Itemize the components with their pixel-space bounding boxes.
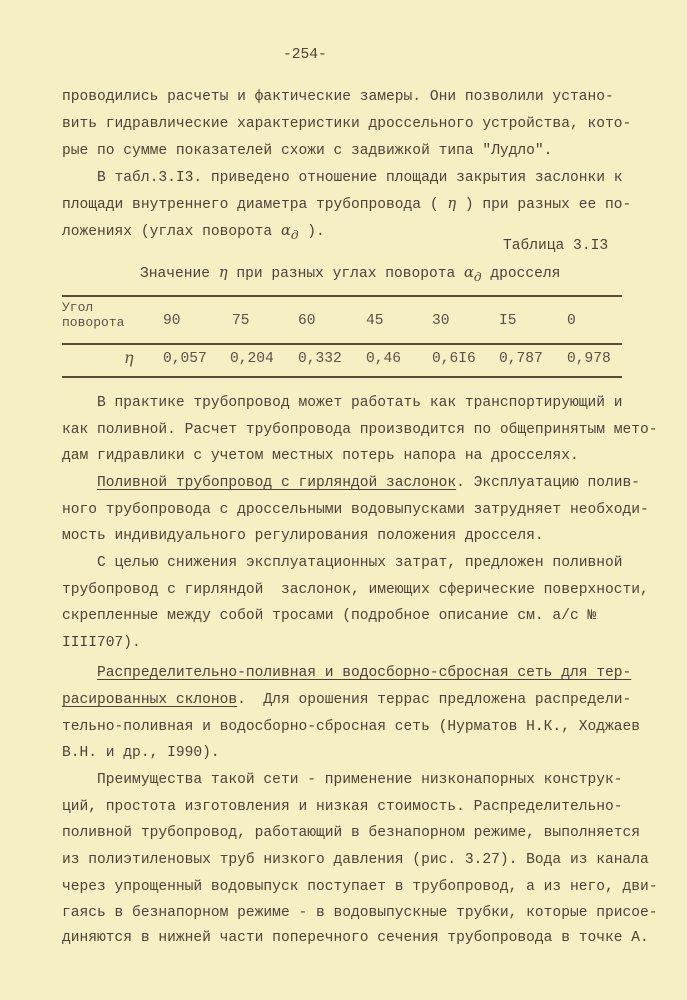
alpha-subscript: д bbox=[473, 269, 482, 284]
text-span: . Эксплуатацию полив- bbox=[456, 475, 641, 491]
section-heading: Распределительно-поливная и водосборно-сбросная сеть для тер- bbox=[97, 665, 632, 681]
row-label: поворота bbox=[62, 315, 125, 330]
text-line: поливной трубопровод, работающий в безнапорном режиме, выполняется bbox=[62, 825, 641, 841]
values-cell: 0,204 bbox=[230, 351, 274, 367]
text-span: . Для орошения террас предложена распредели- bbox=[237, 692, 632, 708]
text-line bbox=[62, 691, 631, 709]
table-rule-bottom bbox=[62, 376, 622, 378]
text-line: ций, простота изготовления и низкая стоимость. Распределительно- bbox=[62, 799, 623, 815]
text-span: при разных углах поворота bbox=[227, 266, 465, 282]
row-label: Угол bbox=[62, 300, 94, 315]
alpha-subscript: д bbox=[290, 227, 299, 242]
text-line bbox=[62, 474, 640, 492]
text-line: как поливной. Расчет трубопровода производится по общепринятым мето- bbox=[62, 422, 658, 438]
text-span: Значение bbox=[140, 266, 219, 282]
text-line: В табл.3.I3. приведено отношение площади закрытия заслонки к bbox=[62, 170, 623, 186]
values-cell: 0,787 bbox=[499, 351, 543, 367]
text-span: ложениях (углах поворота bbox=[62, 224, 281, 240]
values-cell: 0,978 bbox=[567, 351, 611, 367]
text-span: дросселя bbox=[481, 266, 561, 282]
alpha-symbol: α bbox=[280, 222, 291, 239]
section-heading: Поливной трубопровод с гирляндой заслонок bbox=[97, 475, 457, 491]
eta-symbol: η bbox=[124, 348, 134, 367]
angles-cell: I5 bbox=[499, 313, 517, 329]
text-line: трубопровод с гирляндой заслонок, имеющих сферические поверхности, bbox=[62, 582, 649, 598]
text-line: мость индивидуального регулирования положения дросселя. bbox=[62, 528, 544, 544]
table-rule-middle bbox=[62, 343, 622, 345]
text-line: В практике трубопровод может работать как транспортирующий и bbox=[62, 395, 623, 411]
table-number: Таблица 3.I3 bbox=[503, 238, 609, 254]
text-line: через упрощенный водовыпуск поступает в трубопровод, а из него, дви- bbox=[62, 879, 658, 895]
text-line: рые по сумме показателей схожи с задвижкой типа "Лудло". bbox=[62, 143, 553, 159]
table-title bbox=[140, 264, 560, 286]
text-line: тельно-поливная и водосборно-сбросная сеть (Нурматов Н.К., Ходжаев bbox=[62, 719, 641, 735]
table-rule-top bbox=[62, 295, 622, 297]
angles-cell: 60 bbox=[298, 313, 316, 329]
text-line bbox=[62, 195, 631, 214]
text-line: гаясь в безнапорном режиме - в водовыпускные трубки, которые присое- bbox=[62, 905, 658, 921]
text-line: проводились расчеты и фактические замеры. Они позволили устано- bbox=[62, 89, 614, 105]
values-cell: 0,332 bbox=[298, 351, 342, 367]
text-span: ) при разных ее по- bbox=[456, 197, 632, 213]
text-line: скрепленные между собой тросами (подробное описание см. а/с № bbox=[62, 608, 597, 624]
angles-cell: 45 bbox=[366, 313, 384, 329]
text-span: площади внутреннего диаметра трубопровода ( bbox=[62, 197, 448, 213]
values-cell: 0,46 bbox=[366, 351, 402, 367]
text-line: С целью снижения эксплуатационных затрат, предложен поливной bbox=[62, 555, 623, 571]
text-line: IIII707). bbox=[62, 635, 141, 651]
values-cell: 0,6I6 bbox=[432, 351, 476, 367]
angles-cell: 30 bbox=[432, 313, 450, 329]
eta-symbol: η bbox=[218, 264, 228, 281]
eta-symbol: η bbox=[447, 195, 457, 212]
values-cell: 0,057 bbox=[163, 351, 207, 367]
text-line: дам гидравлики с учетом местных потерь напора на дросселях. bbox=[62, 448, 579, 464]
text-line: Преимущества такой сети - применение низконапорных конструк- bbox=[62, 772, 623, 788]
text-line: ного трубопровода с дроссельными водовыпусками затрудняет необходи- bbox=[62, 502, 649, 518]
angles-cell: 90 bbox=[163, 313, 181, 329]
text-line bbox=[62, 222, 325, 244]
angles-cell: 75 bbox=[232, 313, 250, 329]
section-heading: расированных склонов bbox=[62, 692, 238, 708]
text-span: ). bbox=[298, 224, 325, 240]
text-line: вить гидравлические характеристики дроссельного устройства, кото- bbox=[62, 116, 632, 132]
page-number: -254- bbox=[283, 47, 327, 63]
angles-cell: 0 bbox=[567, 313, 576, 329]
text-line: из полиэтиленовых труб низкого давления (рис. 3.27). Вода из канала bbox=[62, 852, 649, 868]
text-line bbox=[62, 664, 631, 682]
alpha-symbol: α bbox=[464, 264, 474, 281]
text-line: В.Н. и др., I990). bbox=[62, 745, 220, 761]
text-line: диняются в нижней части поперечного сечения трубопровода в точке А. bbox=[62, 930, 649, 946]
